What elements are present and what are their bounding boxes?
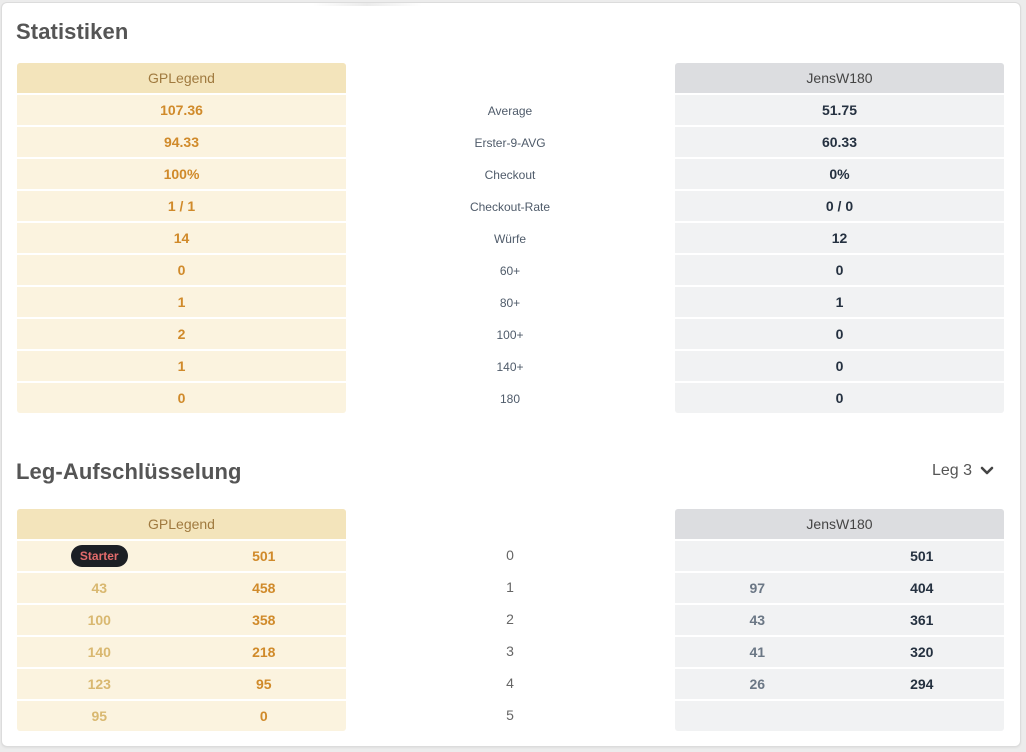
leg-throw-index: 5: [506, 707, 514, 723]
stats-player1-value: 0: [17, 383, 346, 413]
stats-player2-value: 0: [675, 351, 1004, 381]
legs-player2-row: [675, 701, 1004, 731]
legs-player2-header: JensW180: [675, 509, 1004, 539]
legs-player2-rest: 320: [910, 644, 934, 660]
stats-label: 60+: [499, 264, 521, 278]
leg-selector-label: Leg 3: [932, 462, 973, 479]
stats-label: Erster-9-AVG: [474, 136, 546, 150]
leg-throw-index: 0: [506, 547, 514, 563]
stats-labels-column: [345, 95, 675, 415]
leg-throw-index: 2: [506, 611, 514, 627]
stats-label: Checkout: [484, 168, 536, 182]
leg-throw-index: 1: [506, 579, 514, 595]
legs-player2-row: [675, 573, 1004, 603]
leg-selector[interactable]: [932, 462, 994, 480]
stats-label: 180: [499, 392, 521, 406]
starter-badge: Starter: [71, 545, 128, 567]
stats-player1-value: 1 / 1: [17, 191, 346, 221]
stats-label: 80+: [499, 296, 521, 310]
legs-player1-rest: 458: [252, 580, 276, 596]
legs-player1-throw: 43: [91, 580, 108, 596]
legs-player2-throw: 26: [749, 676, 766, 692]
legs-player2-throw: 41: [749, 644, 766, 660]
stats-player2-value: 60.33: [675, 127, 1004, 157]
leg-throw-index: 3: [506, 643, 514, 659]
stats-player2-value: 12: [675, 223, 1004, 253]
legs-player1-rest: 501: [252, 548, 276, 564]
stats-player1-column: [17, 63, 346, 413]
legs-player2-row: [675, 541, 1004, 571]
legs-player2-column: [675, 509, 1004, 731]
stats-player2-column: [675, 63, 1004, 413]
legs-player1-row: [17, 541, 346, 571]
stats-player2-value: 0: [675, 255, 1004, 285]
legs-player1-row: [17, 605, 346, 635]
stats-label: Average: [487, 104, 533, 118]
stats-player1-value: 94.33: [17, 127, 346, 157]
legs-player2-throw: 97: [749, 580, 766, 596]
legs-player2-throw: 43: [749, 612, 766, 628]
legs-player1-row: [17, 573, 346, 603]
stats-player2-value: 1: [675, 287, 1004, 317]
stats-player1-value: 100%: [17, 159, 346, 189]
stats-label: 140+: [496, 360, 524, 374]
stats-title: Statistiken: [16, 19, 129, 44]
legs-player1-rest: 218: [252, 644, 276, 660]
leg-throw-index: 4: [506, 675, 514, 691]
legs-player2-row: [675, 605, 1004, 635]
card-top-shadow: [312, 3, 422, 6]
stats-player2-header: JensW180: [675, 63, 1004, 93]
stats-player1-value: 0: [17, 255, 346, 285]
legs-player1-rest: 0: [259, 708, 268, 724]
legs-player1-rest: 358: [252, 612, 276, 628]
stats-player2-value: 0 / 0: [675, 191, 1004, 221]
stats-player1-header: GPLegend: [17, 63, 346, 93]
legs-player1-throw: 95: [91, 708, 108, 724]
stats-player1-value: 2: [17, 319, 346, 349]
chevron-down-icon: [980, 466, 994, 476]
stats-player2-value: 0: [675, 383, 1004, 413]
legs-player1-throw: 123: [87, 676, 111, 692]
legs-player1-header: GPLegend: [17, 509, 346, 539]
stats-label: Checkout-Rate: [469, 200, 551, 214]
stats-player1-value: 1: [17, 287, 346, 317]
stats-player1-value: 107.36: [17, 95, 346, 125]
legs-player2-rest: 294: [910, 676, 934, 692]
legs-player1-rest: 95: [255, 676, 272, 692]
legs-player1-throw: 100: [87, 612, 111, 628]
stats-player2-value: 51.75: [675, 95, 1004, 125]
legs-player1-row: [17, 669, 346, 699]
legs-player2-rest: 404: [910, 580, 934, 596]
stats-player2-value: 0%: [675, 159, 1004, 189]
legs-player2-rest: 501: [910, 548, 934, 564]
legs-player1-throw: 140: [87, 644, 111, 660]
legs-player1-row: [17, 637, 346, 667]
stats-label: Würfe: [493, 232, 526, 246]
legs-player1-column: [17, 509, 346, 731]
legs-player2-row: [675, 669, 1004, 699]
stats-player2-value: 0: [675, 319, 1004, 349]
legs-player1-throw: [17, 545, 182, 567]
stats-player1-value: 1: [17, 351, 346, 381]
stats-label: 100+: [496, 328, 524, 342]
legs-title: Leg-Aufschlüsselung: [16, 459, 242, 484]
legs-index-column: [345, 539, 675, 731]
legs-player2-rest: 361: [910, 612, 934, 628]
legs-player1-row: [17, 701, 346, 731]
legs-player2-row: [675, 637, 1004, 667]
stats-player1-value: 14: [17, 223, 346, 253]
